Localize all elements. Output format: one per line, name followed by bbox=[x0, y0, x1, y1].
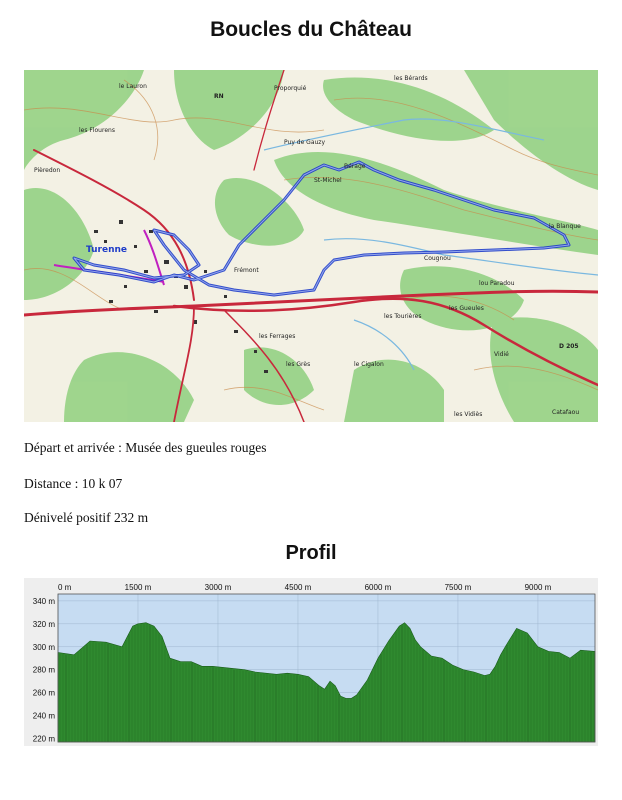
topographic-map bbox=[24, 70, 598, 422]
map-label: le Cigalon bbox=[354, 361, 384, 368]
map-canvas bbox=[24, 70, 598, 422]
map-label: les Vidiès bbox=[454, 411, 483, 418]
x-tick-label: 9000 m bbox=[524, 583, 552, 592]
map-label: les Bérards bbox=[394, 75, 428, 82]
map-label: les Gueules bbox=[449, 305, 484, 312]
map-label: St-Michel bbox=[314, 177, 342, 184]
x-tick-label: 6000 m bbox=[364, 583, 392, 592]
start-finish-text: Départ et arrivée : Musée des gueules rouges bbox=[24, 440, 267, 455]
x-tick-label: 0 m bbox=[58, 583, 72, 592]
map-label: Catafaou bbox=[552, 409, 580, 416]
map-label: Bérage bbox=[344, 163, 366, 170]
map-label: les Tourières bbox=[384, 313, 422, 320]
map-label: Cougnou bbox=[424, 255, 451, 262]
y-tick-label: 340 m bbox=[32, 596, 55, 606]
y-tick-label: 260 m bbox=[32, 688, 55, 698]
map-label: les Ferrages bbox=[259, 333, 296, 340]
y-tick-label: 280 m bbox=[32, 665, 55, 675]
profile-title: Profil bbox=[285, 542, 337, 564]
elevation-profile-chart bbox=[24, 578, 598, 746]
x-tick-label: 4500 m bbox=[284, 583, 312, 592]
road-label: RN bbox=[214, 93, 224, 100]
elevation-gain-text: Dénivelé positif 232 m bbox=[24, 510, 149, 525]
y-tick-label: 220 m bbox=[32, 734, 55, 744]
map-label: Pièredon bbox=[34, 167, 61, 174]
x-tick-label: 7500 m bbox=[444, 583, 472, 592]
distance-text: Distance : 10 k 07 bbox=[24, 476, 123, 491]
road-label: D 205 bbox=[559, 343, 579, 350]
x-tick-label: 3000 m bbox=[204, 583, 232, 592]
map-label: les Flourens bbox=[79, 127, 115, 134]
y-tick-label: 240 m bbox=[32, 711, 55, 721]
map-label: les Grès bbox=[286, 361, 311, 368]
map-label: Vidié bbox=[494, 351, 509, 358]
profile-svg bbox=[24, 578, 598, 746]
y-tick-label: 320 m bbox=[32, 619, 55, 629]
map-label: Frémont bbox=[234, 267, 259, 274]
map-label: Proporquié bbox=[274, 85, 307, 92]
map-label: le Lauron bbox=[119, 83, 147, 90]
map-label: lou Paradou bbox=[479, 280, 515, 287]
x-tick-label: 1500 m bbox=[124, 583, 152, 592]
map-label: Puy de Gauzy bbox=[284, 139, 326, 146]
map-label: Turenne bbox=[86, 245, 128, 255]
map-label: la Blanque bbox=[549, 223, 581, 230]
page-title: Boucles du Château bbox=[210, 18, 412, 41]
y-tick-label: 300 m bbox=[32, 642, 55, 652]
